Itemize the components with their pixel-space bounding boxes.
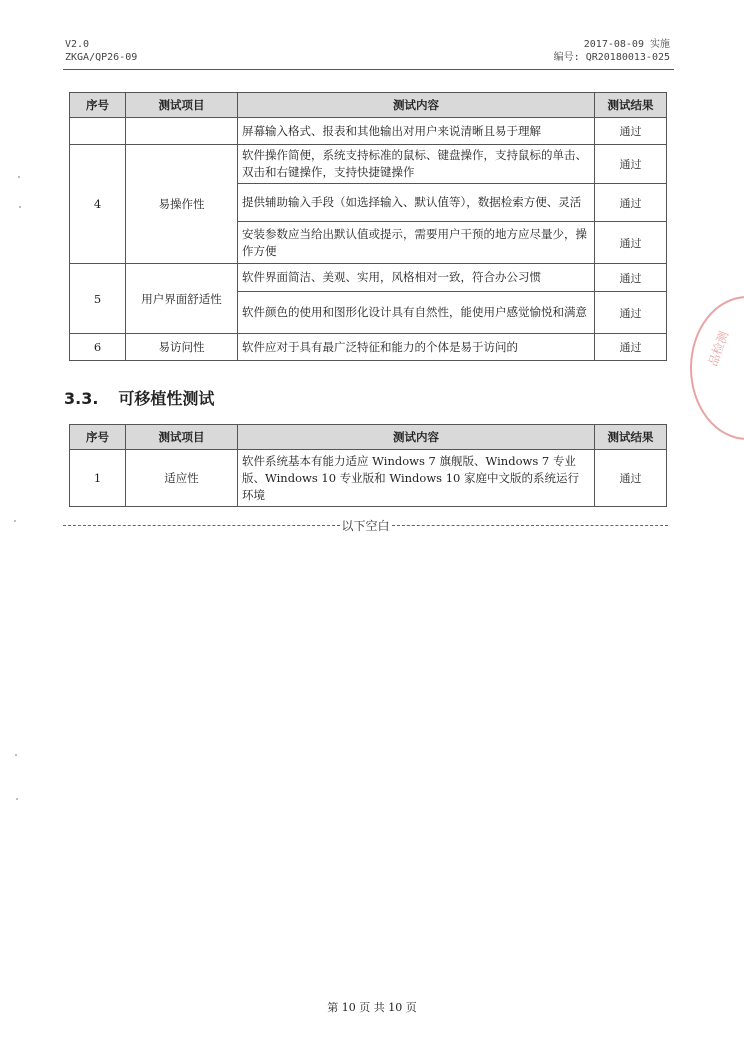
seal-stamp-text: 品检测 xyxy=(705,329,732,368)
col-header-no: 序号 xyxy=(70,93,126,118)
cell-content: 软件操作简便，系统支持标准的鼠标、键盘操作，支持鼠标的单击、双击和右键操作，支持快捷键操作 xyxy=(238,145,595,184)
cell-content: 软件颜色的使用和图形化设计具有自然性，能使用户感觉愉悦和满意 xyxy=(238,292,595,334)
blank-below-marker xyxy=(63,517,668,534)
blank-below-text: 以下空白 xyxy=(341,519,390,533)
table-row xyxy=(70,264,667,292)
table-row xyxy=(70,450,667,507)
cell-item: 易操作性 xyxy=(126,145,238,264)
seal-stamp xyxy=(690,296,744,440)
cell-no: 1 xyxy=(70,450,126,507)
table-row xyxy=(70,118,667,145)
version-label: V2.0 xyxy=(65,39,90,50)
col-header-item: 测试项目 xyxy=(126,93,238,118)
cell-content: 软件系统基本有能力适应 Windows 7 旗舰版、Windows 7 专业版、Windows 10 专业版和 Windows 10 家庭中文版的系统运行环境 xyxy=(238,450,595,507)
section-number: 3.3. xyxy=(64,389,99,408)
dash-rule-left xyxy=(63,525,340,526)
document-number-label: 编号: QR20180013-025 xyxy=(553,52,670,63)
table-header-row xyxy=(70,425,667,450)
cell-content: 软件应对于具有最广泛特征和能力的个体是易于访问的 xyxy=(238,334,595,361)
section-heading xyxy=(64,386,214,409)
effective-date-label: 2017-08-09 实施 xyxy=(583,39,670,50)
col-header-result: 测试结果 xyxy=(595,425,667,450)
col-header-content: 测试内容 xyxy=(238,425,595,450)
header-right xyxy=(554,38,670,64)
cell-result: 通过 xyxy=(595,184,667,222)
scan-speck xyxy=(14,520,16,522)
cell-content: 提供辅助输入手段（如选择输入、默认值等），数据检索方便、灵活 xyxy=(238,184,595,222)
dash-rule-right xyxy=(392,525,669,526)
cell-result: 通过 xyxy=(595,334,667,361)
col-header-result: 测试结果 xyxy=(595,93,667,118)
page-number: 第 10 页 共 10 页 xyxy=(327,1001,417,1014)
scan-speck xyxy=(18,176,20,178)
cell-content: 屏幕输入格式、报表和其他输出对用户来说清晰且易于理解 xyxy=(238,118,595,145)
scan-speck xyxy=(15,754,17,756)
section-title: 可移植性测试 xyxy=(118,389,215,408)
cell-result: 通过 xyxy=(595,222,667,264)
table-row xyxy=(70,334,667,361)
col-header-no: 序号 xyxy=(70,425,126,450)
cell-no: 6 xyxy=(70,334,126,361)
usability-test-table xyxy=(69,92,667,361)
table-row xyxy=(70,145,667,184)
portability-test-table xyxy=(69,424,667,507)
cell-no xyxy=(70,118,126,145)
doc-code-label: ZKGA/QP26-09 xyxy=(65,52,138,63)
col-header-content: 测试内容 xyxy=(238,93,595,118)
scan-speck xyxy=(16,798,18,800)
cell-item: 适应性 xyxy=(126,450,238,507)
cell-no: 5 xyxy=(70,264,126,334)
cell-result: 通过 xyxy=(595,292,667,334)
cell-item xyxy=(126,118,238,145)
scan-speck xyxy=(19,206,21,208)
cell-content: 安装参数应当给出默认值或提示，需要用户干预的地方应尽量少，操作方便 xyxy=(238,222,595,264)
table-header-row xyxy=(70,93,667,118)
cell-content: 软件界面简洁、美观、实用，风格相对一致，符合办公习惯 xyxy=(238,264,595,292)
cell-result: 通过 xyxy=(595,145,667,184)
cell-result: 通过 xyxy=(595,264,667,292)
cell-item: 用户界面舒适性 xyxy=(126,264,238,334)
cell-result: 通过 xyxy=(595,118,667,145)
header-left xyxy=(65,38,137,64)
cell-item: 易访问性 xyxy=(126,334,238,361)
cell-result: 通过 xyxy=(595,450,667,507)
header-divider xyxy=(63,69,674,70)
cell-no: 4 xyxy=(70,145,126,264)
col-header-item: 测试项目 xyxy=(126,425,238,450)
